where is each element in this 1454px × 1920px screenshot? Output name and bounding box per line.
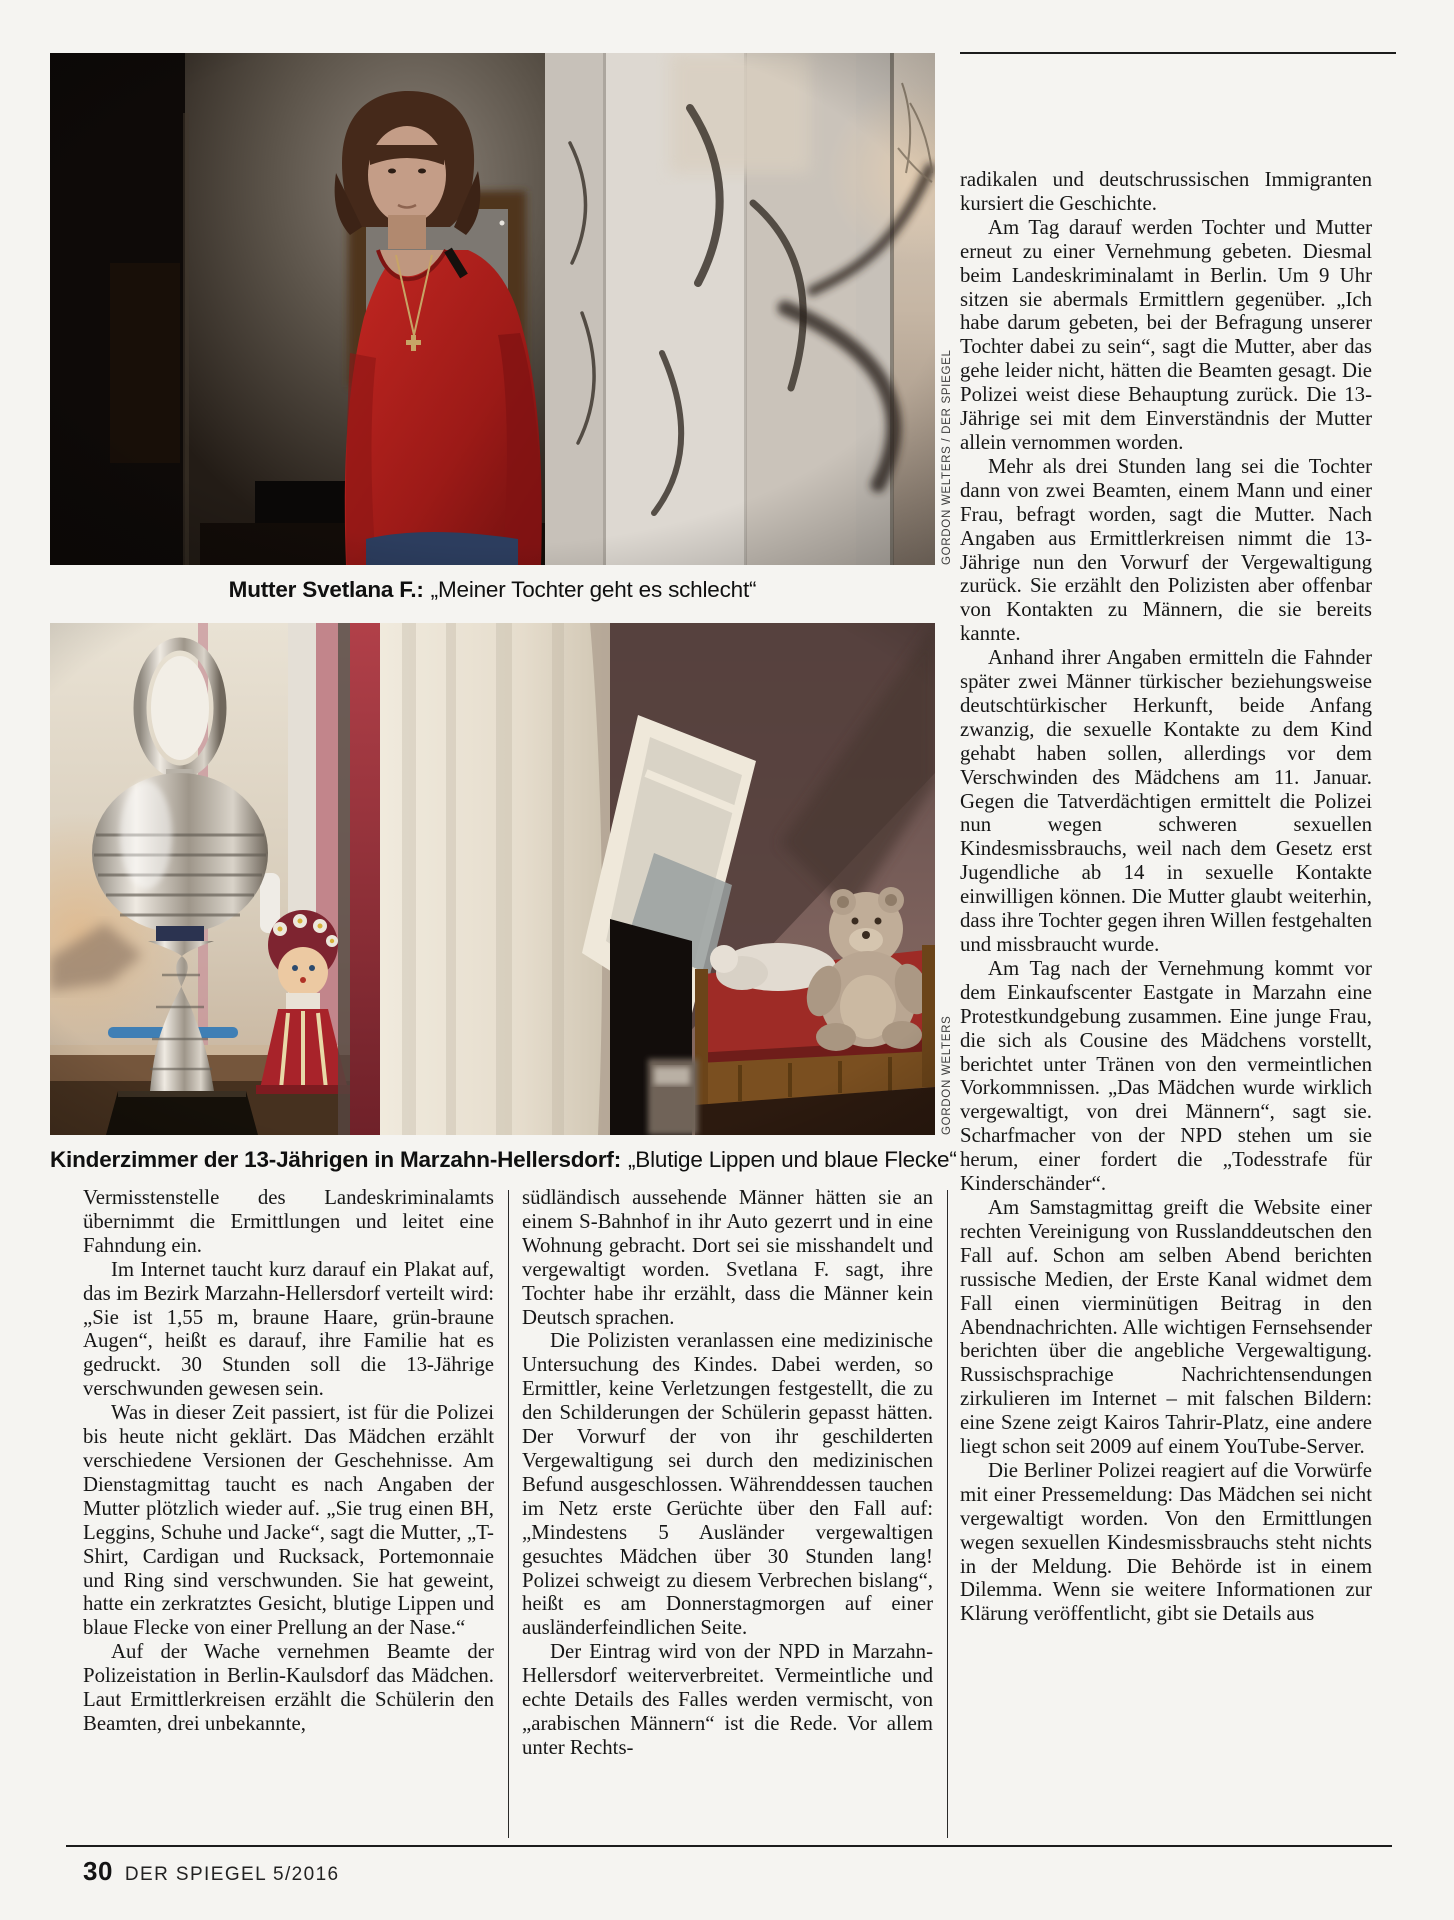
caption-portrait-quote: „Meiner Tochter geht es schlecht“ <box>430 577 757 602</box>
body-paragraph: Vermisstenstelle des Landeskriminalamts übernimmt die Ermittlungen und leitet eine Fahndung ein. <box>83 1186 494 1257</box>
body-paragraph: Die Berliner Polizei reagiert auf die Vorwürfe mit einer Pressemeldung: Das Mädchen sei nicht vergewaltigt worden. Von den Ermittlungen wegen sexuellen Kindesmissbrauchs steht nichts in der Meldung. Die Behörde ist in einem Dilemma. Wenn sie weitere Informationen zur Klärung veröffentlicht, gibt sie Details aus <box>960 1458 1372 1626</box>
footer-rule <box>66 1845 1392 1847</box>
caption-portrait-lead: Mutter Svetlana F.: <box>228 577 424 602</box>
photo-credit-room: GORDON WELTERS <box>941 1015 953 1135</box>
body-paragraph: Der Eintrag wird von der NPD in Marzahn-Hellersdorf weiterverbreitet. Vermeintliche und echte Details des Falles werden vermischt, von „arabischen Männern“ ist die Rede. Vor allem unter Rechts- <box>522 1640 933 1759</box>
body-paragraph: Am Tag darauf werden Tochter und Mutter erneut zu einer Vernehmung gebeten. Diesmal beim Landeskriminalamt in Berlin. Um 9 Uhr sitzen sie abermals Ermittlern gegenüber. „Ich habe darum gebeten, bei der Befragung unserer Tochter dabei zu sein“, sagt die Mutter, aber das gehe leider nicht, hätten die Beamten gesagt. Die Polizei weist diese Behauptung zurück. Die 13-Jährige sei mit dem Einverständnis der Mutter allein vernommen worden. <box>960 215 1372 454</box>
caption-room-quote: „Blutige Lippen und blaue Flecke“ <box>628 1147 957 1172</box>
caption-portrait <box>50 576 935 604</box>
body-paragraph: südländisch aussehende Männer hätten sie an einem S-Bahnhof in ihr Auto gezerrt und in eine Wohnung gebracht. Dort sei sie misshandelt und vergewaltigt worden. Svetlana F. sagt, ihre Tochter habe ihr erzählt, dass die Männer kein Deutsch sprachen. <box>522 1186 933 1329</box>
body-paragraph: Am Samstagmittag greift die Website einer rechten Vereinigung von Russlanddeutschen den Fall auf. Schon am selben Abend berichten russische Medien, der Erste Kanal widmet dem Fall einen vierminütigen Beitrag in den Abendnachrichten. Alle wichtigen Fernsehsender berichten über die angebliche Vergewaltigung. Russischsprachige Nachrichtensendungen zirkulieren im Internet – mit falschen Bildern: eine Szene zeigt Kairos Tahrir-Platz, eine andere liegt schon seit 2009 auf einem YouTube-Server. <box>960 1195 1372 1459</box>
footer <box>83 1856 340 1887</box>
column-divider <box>508 1190 509 1838</box>
caption-room-lead: Kinderzimmer der 13-Jährigen in Marzahn-Hellersdorf: <box>50 1147 621 1172</box>
body-paragraph: Im Internet taucht kurz darauf ein Plakat auf, das im Bezirk Marzahn-Hellersdorf verteilt wird: „Sie ist 1,55 m, braune Haare, grün-braune Augen“, heißt es darauf, ihre Familie hat es gedruckt. 30 Stunden soll die 13-Jährige verschwunden gewesen sein. <box>83 1257 494 1401</box>
vignette <box>50 623 935 1135</box>
top-rule <box>960 52 1396 54</box>
body-paragraph: radikalen und deutschrussischen Immigranten kursiert die Geschichte. <box>960 168 1372 215</box>
caption-room <box>50 1146 957 1174</box>
magazine-issue: DER SPIEGEL 5/2016 <box>124 1864 340 1885</box>
body-paragraph: Mehr als drei Stunden lang sei die Tochter dann von zwei Beamten, einem Mann und einer Frau, befragt worden, sagt die Mutter. Nach Angaben aus Ermittlerkreisen nimmt die 13-Jährige nun den Vorwurf der Vergewaltigung zurück. Sie erzählt den Polizisten aber offenbar von Kontakten zu Männern, die sie bereits kannte. <box>960 454 1372 646</box>
photo-mother-portrait <box>50 53 935 565</box>
body-paragraph: Anhand ihrer Angaben ermitteln die Fahnder später zwei Männer türkischer beziehungsweise deutschtürkischer Herkunft, beide Anfang zwanzig, die sexuelle Kontakte zu dem Kind gehabt haben sollen, allerdings vor dem Verschwinden des Mädchens am 11. Januar. Gegen die Tatverdächtigen ermittelt die Polizei nun wegen schweren sexuellen Kindesmissbrauchs, weil nach dem Gesetz erst Jugendliche ab 14 in sexuelle Kontakte einwilligen können. Die Mutter glaubt weiterhin, dass ihre Tochter gegen ihren Willen festgehalten und missbraucht wurde. <box>960 646 1372 956</box>
body-column-middle <box>522 1186 933 1842</box>
vignette <box>50 53 935 565</box>
body-paragraph: Was in dieser Zeit passiert, ist für die Polizei bis heute nicht geklärt. Das Mädchen erzählt verschiedene Versionen der Geschehnisse. Am Dienstagmittag taucht es nach Angaben der Mutter plötzlich wieder auf. „Sie trug einen BH, Leggins, Schuhe und Jacke“, sagt die Mutter, „T-Shirt, Cardigan und Rucksack, Portemonnaie und Ring sind verschwunden. Sie hat geweint, hatte ein zerkratztes Gesicht, blutige Lippen und blaue Flecke von einer Prellung an der Nase.“ <box>83 1401 494 1640</box>
body-paragraph: Die Polizisten veranlassen eine medizinische Untersuchung des Kindes. Dabei werden, so Ermittler, keine Verletzungen festgestellt, die zu den Schilderungen der Schülerin gepasst hätten. Der Vorwurf der von ihr geschilderten Vergewaltigung sei durch den medizinischen Befund ausgeschlossen. Währenddessen tauchen im Netz erste Gerüchte über den Fall auf: „Mindestens 5 Ausländer vergewaltigen gesuchtes Mädchen über 30 Stunden lang! Polizei schweigt zu diesem Verbrechen bislang“, heißt es am Donnerstagmorgen auf einer ausländerfeindlichen Seite. <box>522 1329 933 1640</box>
page-number: 30 <box>83 1856 113 1886</box>
photo-credit-portrait: GORDON WELTERS / DER SPIEGEL <box>941 349 953 565</box>
body-paragraph: Am Tag nach der Vernehmung kommt vor dem Einkaufscenter Eastgate in Marzahn eine Protestkundgebung zusammen. Eine junge Frau, die sich als Cousine des Mädchens vorstellt, berichtet unter Tränen von den vermeintlichen Vorkommnissen. „Das Mädchen wurde wirklich vergewaltigt, von drei Männern“, sagt sie. Scharfmacher von der NPD stehen um sie herum, einer fordert die „Todesstrafe für Kinderschänder“. <box>960 956 1372 1196</box>
photo-childrens-room <box>50 623 935 1135</box>
body-paragraph: Auf der Wache vernehmen Beamte der Polizeistation in Berlin-Kaulsdorf das Mädchen. Laut Ermittlerkreisen erzählt die Schülerin den Beamten, drei unbekannte, <box>83 1640 494 1735</box>
column-divider <box>947 1190 948 1838</box>
body-column-right <box>960 168 1372 1842</box>
body-column-left <box>83 1186 494 1842</box>
